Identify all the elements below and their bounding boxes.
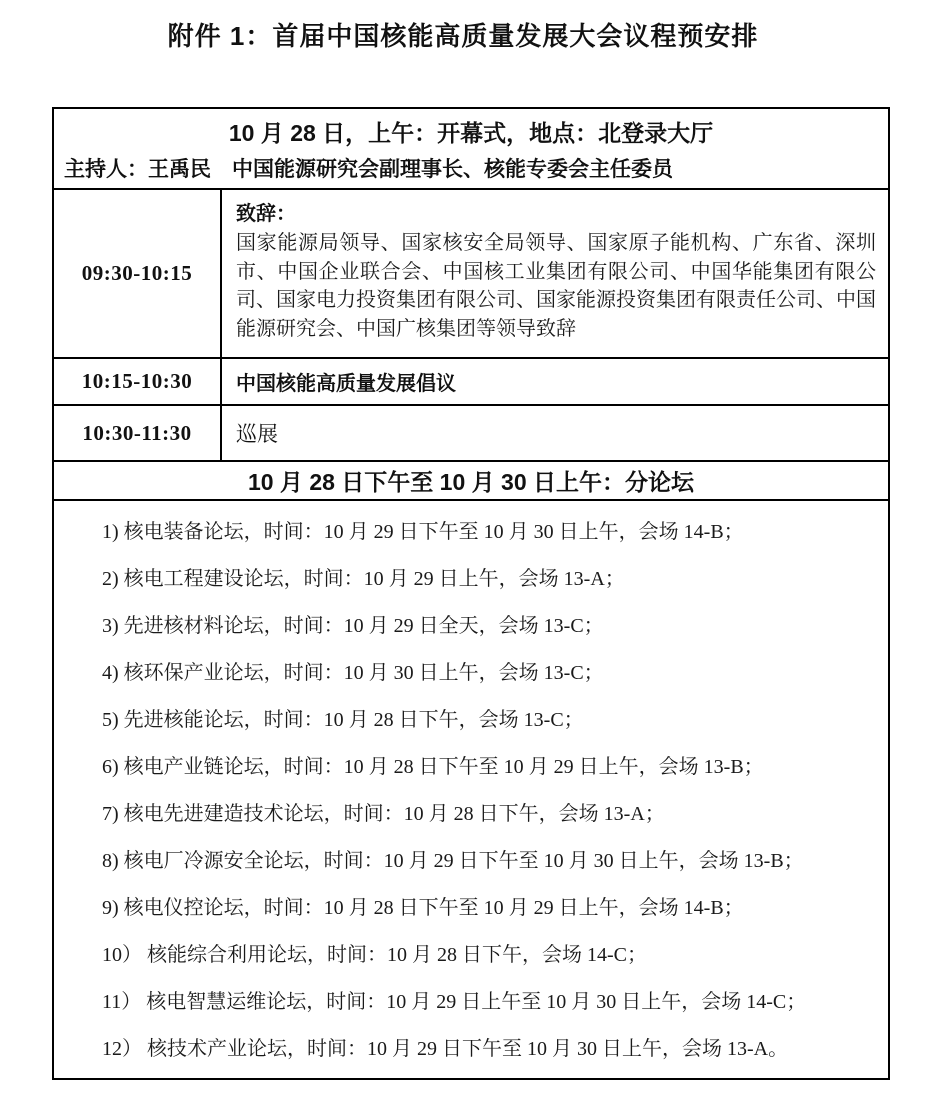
agenda-row-exhibition-tour bbox=[54, 404, 888, 460]
document-title: 附件 1：首届中国核能高质量发展大会议程预安排 bbox=[167, 21, 759, 51]
content-cell-exhibition-tour: 巡展 bbox=[220, 406, 888, 460]
agenda-table bbox=[52, 107, 890, 1080]
forum-item-8: 8) 核电厂冷源安全论坛，时间：10 月 29 日下午至 10 月 30 日上午，会场 13-B； bbox=[102, 850, 804, 872]
forum-item-2: 2) 核电工程建设论坛，时间：10 月 29 日上午，会场 13-A； bbox=[102, 568, 625, 590]
content-cell-initiative: 中国核能高质量发展倡议 bbox=[220, 359, 888, 404]
opening-session-header-row bbox=[54, 109, 888, 188]
time-cell-initiative: 10:15-10:30 bbox=[81, 369, 193, 393]
forum-item-6: 6) 核电产业链论坛，时间：10 月 28 日下午至 10 月 29 日上午，会场 13-B； bbox=[102, 756, 764, 778]
moderator-line: 主持人：王禹民 中国能源研究会副理事长、核能专委会主任委员 bbox=[64, 158, 673, 181]
forum-item-1: 1) 核电装备论坛，时间：10 月 29 日下午至 10 月 30 日上午，会场 14-B； bbox=[102, 521, 744, 543]
speeches-detail: 国家能源局领导、国家核安全局领导、国家原子能机构、广东省、深圳市、中国企业联合会、中国核工业集团有限公司、中国华能集团有限公司、国家电力投资集团有限公司、国家能源投资集团有限责任公司、中国能源研究会、中国广核集团等领导致辞 bbox=[236, 232, 876, 340]
forum-item-5: 5) 先进核能论坛，时间：10 月 28 日下午，会场 13-C； bbox=[102, 709, 584, 731]
forum-item-12: 12） 核技术产业论坛，时间：10 月 29 日下午至 10 月 30 日上午，会场 13-A。 bbox=[102, 1038, 789, 1060]
time-cell-exhibition-tour: 10:30-11:30 bbox=[82, 420, 192, 445]
agenda-row-initiative bbox=[54, 357, 888, 404]
forum-section-header: 10 月 28 日下午至 10 月 30 日上午：分论坛 bbox=[54, 460, 888, 499]
agenda-row-speeches bbox=[54, 188, 888, 357]
time-cell-speeches: 09:30-10:15 bbox=[81, 261, 193, 285]
forum-item-10: 10） 核能综合利用论坛，时间：10 月 28 日下午，会场 14-C； bbox=[102, 944, 647, 966]
forum-item-3: 3) 先进核材料论坛，时间：10 月 29 日全天，会场 13-C； bbox=[102, 615, 604, 637]
speeches-heading: 致辞： bbox=[236, 203, 296, 225]
forum-item-9: 9) 核电仪控论坛，时间：10 月 28 日下午至 10 月 29 日上午，会场 14-B； bbox=[102, 897, 744, 919]
forum-item-7: 7) 核电先进建造技术论坛，时间：10 月 28 日下午，会场 13-A； bbox=[102, 803, 665, 825]
forum-list bbox=[54, 499, 888, 1078]
forum-item-11: 11） 核电智慧运维论坛，时间：10 月 29 日上午至 10 月 30 日上午，会场 14-C； bbox=[102, 991, 807, 1013]
content-cell-speeches bbox=[220, 190, 888, 357]
forum-item-4: 4) 核环保产业论坛，时间：10 月 30 日上午，会场 13-C； bbox=[102, 662, 604, 684]
opening-session-title: 10 月 28 日，上午：开幕式，地点：北登录大厅 bbox=[228, 120, 714, 146]
